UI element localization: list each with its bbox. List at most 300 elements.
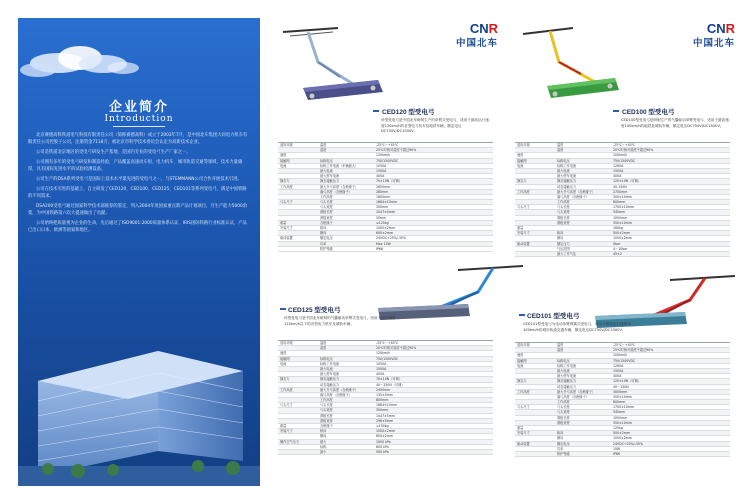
intro-paragraph: DSA200受电弓通过国家科学技术部推荐的鉴定，列入2004年度国家重点新产品计划项目，月生产能力5000余架，为中国铁路第六次大提速做出了贡献。 <box>28 204 247 216</box>
spec-value: 120km/h <box>376 351 391 356</box>
spec-category <box>278 434 320 438</box>
model-accent-bar <box>373 110 379 112</box>
spec-value: 1600mm <box>376 194 391 199</box>
spec-category <box>515 385 557 389</box>
spec-category: 电流 <box>517 163 524 168</box>
spec-value: 15W <box>613 446 621 451</box>
spec-category: 重量 <box>280 424 287 428</box>
spec-parameter: 湿度 <box>557 348 564 353</box>
spec-table <box>278 142 493 252</box>
spec-value: 1684±10mm <box>376 200 398 205</box>
spec-category <box>278 210 320 214</box>
spec-value: -25℃～+45℃ <box>376 341 399 345</box>
spec-value: 120km/h <box>376 153 391 158</box>
spec-parameter: 落弓高度（含绝缘子） <box>557 394 589 399</box>
spec-category <box>515 436 557 440</box>
spec-row <box>278 450 493 455</box>
spec-parameter: 纵向 <box>320 226 327 230</box>
product-card-ced100 <box>515 21 735 256</box>
spec-category <box>278 414 320 418</box>
spec-category: 接触网 <box>517 158 527 163</box>
spec-parameter: 横向 <box>557 236 564 241</box>
pantograph-image <box>338 262 528 322</box>
spec-parameter: 最大工作气压 <box>557 251 577 256</box>
spec-value: 400A <box>376 372 385 377</box>
spec-category: 速度 <box>280 351 287 356</box>
pantograph-image <box>515 22 625 106</box>
spec-value: 400A <box>613 174 622 179</box>
spec-value: 1260A <box>613 363 624 368</box>
cnr-logo: CNR 中国北车 <box>692 21 735 49</box>
spec-value: 1000±2mm <box>376 429 396 434</box>
spec-category <box>278 419 320 423</box>
spec-value: 135±5mm <box>376 392 393 397</box>
spec-category <box>515 252 557 256</box>
spec-value: 3000mm <box>613 389 628 394</box>
model-accent-bar <box>280 308 286 310</box>
spec-category <box>278 398 320 402</box>
spec-value: 35mm <box>376 215 387 220</box>
spec-parameter: 弓头宽度 <box>557 210 570 215</box>
spec-parameter: 落弓高度（含绝缘子） <box>320 392 352 397</box>
spec-value: 1500A <box>613 168 624 173</box>
spec-value: 45±2 <box>613 251 622 256</box>
pantograph-image <box>278 22 388 106</box>
spec-value: 750/1500VDC <box>376 158 399 163</box>
spec-category <box>278 393 320 397</box>
spec-value: 40～150N <box>613 384 629 389</box>
spec-value: 24VDC+25%/-30% <box>376 236 406 241</box>
spec-parameter: 温度 <box>320 341 327 345</box>
spec-row <box>515 252 730 257</box>
model-accent-bar <box>613 110 619 112</box>
spec-value: ≤150kg <box>376 424 389 428</box>
model-name: CED101 型受电弓 <box>527 313 580 320</box>
spec-value: 5bar <box>613 241 621 246</box>
spec-value: 1000 kPa <box>376 439 391 444</box>
spec-value: -25℃～+45℃ <box>613 343 636 347</box>
spec-category: 操作空气压力 <box>280 439 300 444</box>
model-name: CED100 型受电弓 <box>622 109 675 116</box>
spec-parameter: 横向 <box>320 231 327 236</box>
intro-title-en: Introduction <box>104 114 174 124</box>
spec-category <box>515 348 557 352</box>
spec-category: 工作高度 <box>280 387 293 392</box>
spec-category: 工作高度 <box>280 184 293 189</box>
spec-parameter: 最大升弓高度（含绝缘子） <box>557 189 596 194</box>
spec-value: 1050A <box>376 361 387 366</box>
spec-category: 驱动装置 <box>517 441 530 446</box>
spec-parameter: 防护等级 <box>557 451 570 456</box>
model-description: CED101型受电弓为电动单臂弹簧式受电弓，适用于最高运行速度为100km/h的城市轨道交通车辆，额定电压DC750V/DC1500V。 <box>523 322 631 332</box>
spec-row <box>515 452 730 457</box>
spec-category <box>515 200 557 204</box>
spec-parameter: 最大升弓高度（含绝缘子） <box>320 184 359 189</box>
model-name: CED125 型受电弓 <box>288 307 341 314</box>
spec-category: 适用环境 <box>517 143 530 147</box>
spec-category: 适用环境 <box>517 343 530 347</box>
pantograph-image <box>555 270 745 330</box>
spec-value: 2600mm <box>376 184 391 189</box>
spec-value: 800 kPa <box>376 444 389 449</box>
spec-parameter: 功率 <box>557 446 564 451</box>
spec-parameter: 最大 <box>320 439 327 444</box>
spec-parameter: 额定压力 <box>557 241 570 246</box>
spec-category <box>515 400 557 404</box>
spec-parameter <box>320 153 376 157</box>
spec-category: 工作高度 <box>517 389 530 394</box>
spec-category <box>515 174 557 178</box>
spec-value: IP66 <box>613 451 620 456</box>
model-description: 该型受电弓是中国北车研制的气囊驱动单臂式受电弓，适用于运行速度120km/h以下的各型电力机车及城轨车辆。 <box>284 316 396 326</box>
spec-value: 2450mm <box>376 387 391 392</box>
spec-value: 1000±2mm <box>613 436 633 441</box>
spec-value: 1000±2mm <box>613 236 633 241</box>
spec-value: 300mm <box>376 408 389 413</box>
spec-parameter: 动态接触压力 <box>557 384 577 389</box>
spec-value: 70±10N（可调） <box>376 377 402 382</box>
spec-category <box>278 346 320 350</box>
intro-body <box>28 132 250 237</box>
spec-value: 40～150N（可调） <box>376 382 405 387</box>
spec-category: 弓头尺寸 <box>280 403 293 408</box>
spec-value: ≤125kg <box>376 220 389 225</box>
spec-category: 接触网 <box>280 356 290 361</box>
spec-value: 500±2mm <box>613 431 630 436</box>
spec-value: IP66 <box>376 246 383 251</box>
spec-category <box>278 372 320 376</box>
spec-category: 静态力 <box>517 379 527 384</box>
spec-parameter: 湿度 <box>320 148 327 153</box>
spec-category: 适用环境 <box>280 143 293 147</box>
spec-parameter: 含绝缘子 <box>320 424 333 428</box>
spec-category: 弓头尺寸 <box>517 205 530 210</box>
spec-value: 750/1500VDC <box>613 158 636 163</box>
spec-value: 120±10N（可调） <box>613 379 641 384</box>
spec-category: 重量 <box>517 426 524 430</box>
spec-value: 1500A <box>376 168 387 173</box>
spec-category <box>515 395 557 399</box>
spec-category: 静态力 <box>280 179 290 184</box>
spec-category <box>278 169 320 173</box>
spec-parameter: 动态接触压力 <box>557 184 577 189</box>
spec-category: 电流 <box>517 363 524 368</box>
spec-parameter: 工作高度 <box>320 398 333 403</box>
spec-category <box>515 195 557 199</box>
spec-value: 1047±5mm <box>376 210 396 215</box>
intro-paragraph: 公司始终把质量视为企业的生命，先后通过了ISO9001:2000质量体系认证、IRIS国际铁路行业标准认证，产品已出口日本、欧洲等国家和地区。 <box>28 221 247 233</box>
spec-parameter: 标称工作电流 <box>320 361 340 366</box>
spec-category <box>278 174 320 178</box>
spec-parameter: 功率 <box>320 241 327 246</box>
spec-category <box>515 421 557 425</box>
spec-value: 345mm <box>613 410 626 415</box>
spec-parameter: 标称工作电流（车辆最大） <box>320 163 359 168</box>
spec-parameter: 温度 <box>320 143 327 147</box>
spec-value: 125kg <box>613 426 623 430</box>
spec-value: 300mm <box>376 205 389 210</box>
spec-category: 静态力 <box>280 377 290 382</box>
model-name: CED120 型受电弓 <box>382 109 435 116</box>
spec-parameter: 弓头长度 <box>320 403 333 408</box>
title-divider <box>113 126 165 127</box>
spec-parameter: 标称工作电流 <box>557 363 577 368</box>
spec-parameter: 滑板长度 <box>320 413 333 418</box>
spec-parameter: 横向 <box>320 434 327 439</box>
spec-category <box>515 374 557 378</box>
spec-parameter: 滑板宽度 <box>557 420 570 425</box>
spec-value: 100km/h <box>613 153 628 158</box>
spec-category <box>515 369 557 373</box>
spec-parameter: 工作高度 <box>557 200 570 205</box>
model-description: CED100型受电弓是研制生产的气囊驱动单臂受电弓，适用于最高速度100km/h的地铁及城轨车辆，额定电压DC750V/DC1500V。 <box>621 118 729 128</box>
model-description: 该型受电弓是中国北车研制生产的单臂式受电弓，适用于最高运行速度120km/h的各型电力机车及地铁车辆，额定电压DC750V/DC1500V。 <box>381 118 489 133</box>
spec-parameter: 落弓高度（含绝缘子） <box>557 194 589 199</box>
spec-parameter: 弓头长度 <box>557 405 570 410</box>
spec-category <box>278 367 320 371</box>
spec-parameter: 弓头宽度 <box>320 408 333 413</box>
spec-value: 1700±10mm <box>613 405 635 410</box>
spec-parameter: 最大电流 <box>557 168 570 173</box>
spec-parameter: 湿度 <box>320 346 327 351</box>
spec-value: 25℃时相对湿度不超过90% <box>613 348 654 353</box>
product-card-ced120 <box>278 21 498 251</box>
spec-category <box>515 247 557 251</box>
spec-value: 750/1500VDC <box>613 358 636 363</box>
spec-category <box>515 216 557 220</box>
spec-parameter: 弓头宽度 <box>320 205 333 210</box>
spec-category <box>278 247 320 251</box>
spec-category <box>515 236 557 240</box>
spec-parameter: 滑板宽度 <box>320 418 333 423</box>
spec-category: 工作高度 <box>517 189 530 194</box>
spec-category <box>278 242 320 246</box>
spec-category: 静态力 <box>517 179 527 184</box>
spec-value: 600±2mm <box>376 231 393 236</box>
spec-parameter: 额定电压 <box>320 236 333 241</box>
spec-parameter: 标称电压 <box>557 358 570 363</box>
spec-category: 速度 <box>280 153 287 158</box>
spec-category: 安装尺寸 <box>517 231 530 236</box>
company-intro-panel <box>18 18 260 486</box>
spec-value: 400A <box>376 174 385 179</box>
spec-value: 20℃时相对湿度不超过90% <box>613 148 654 153</box>
spec-parameter: 弓头宽度 <box>557 410 570 415</box>
spec-value: 1684±10mm <box>376 403 398 408</box>
spec-value: 1050mm <box>613 215 628 220</box>
spec-value: 2700mm <box>613 189 628 194</box>
spec-value: 300±10mm <box>613 194 633 199</box>
spec-parameter: 弓头长度 <box>557 205 570 210</box>
spec-value: 1050mm <box>613 415 628 420</box>
spec-category <box>278 148 320 152</box>
sky-clouds-image <box>18 18 260 88</box>
spec-parameter: 工作高度 <box>320 194 333 199</box>
spec-parameter: 纵向 <box>557 231 564 236</box>
spec-parameter: 标称工作电流 <box>557 163 577 168</box>
spec-parameter: 最大电流 <box>320 168 333 173</box>
spec-parameter: 滑板长度 <box>320 210 333 215</box>
spec-value: 400A <box>613 374 622 379</box>
spec-parameter: 温度 <box>557 343 564 347</box>
factory-building-image <box>18 311 260 486</box>
spec-value: 120±10N（可调） <box>613 179 641 184</box>
spec-parameter: 最大停车电流 <box>557 174 577 179</box>
spec-category: 安装尺寸 <box>280 429 293 434</box>
spec-category: 电流 <box>280 163 287 168</box>
spec-value: 296±5mm <box>376 418 393 423</box>
spec-parameter <box>320 351 376 355</box>
spec-parameter <box>557 226 613 230</box>
spec-parameter: 标称电压 <box>320 356 333 361</box>
spec-value: 100km/h <box>613 353 628 358</box>
intro-paragraph: 公司是铁道北京地区的受电弓研发生产基地，是国内专业的受电弓生产厂家之一。 <box>36 150 191 155</box>
spec-parameter: 滑板宽度 <box>557 220 570 225</box>
intro-paragraph: 北京赛德高科铁道电气科技有限责任公司（简称赛德高科）成立于2003年7月，是中国北车集团大同电力机车有限责任公司控股子公司，注册资金7118万，被北京市科学技术委员会认定为高新技术企业。 <box>28 133 248 145</box>
spec-category <box>515 210 557 214</box>
spec-parameter: 最大停车电流 <box>320 372 340 377</box>
spec-parameter: 静态接触压力 <box>320 179 340 184</box>
spec-category <box>278 195 320 199</box>
spec-parameter: 静态接触压力 <box>320 377 340 382</box>
spec-parameter: 标称电压 <box>320 158 333 163</box>
spec-value: 40-150N <box>613 184 627 189</box>
product-card-ced125 <box>278 262 498 482</box>
spec-category: 速度 <box>517 353 524 358</box>
intro-paragraph: 公司拥有多年的受电弓研发和制造经验，产品覆盖高速动车组、电力机车、城市轨道交通等领域，技术力量雄厚，具有国际先进水平的试验检测设备。 <box>28 160 243 172</box>
spec-parameter: 弓头长度 <box>320 200 333 205</box>
spec-category <box>515 221 557 225</box>
spec-table <box>278 340 493 455</box>
spec-value: 4～10bar <box>613 246 628 251</box>
spec-parameter: 最大电流 <box>320 366 333 371</box>
spec-parameter: 纵向 <box>557 431 564 436</box>
spec-parameter: 防护等级 <box>320 246 333 251</box>
spec-category: 接触网 <box>280 158 290 163</box>
spec-category <box>278 408 320 412</box>
intro-paragraph: 公司在技术引进的基础上，自主研发了CED120、CED100、CED125、CED101等系列受电弓，满足中国铁路的不同需求。 <box>28 187 247 199</box>
spec-parameter: 含绝缘子 <box>320 220 333 225</box>
spec-value: 1260A <box>613 163 624 168</box>
spec-parameter: 最大升弓高度（含绝缘子） <box>557 389 596 394</box>
spec-parameter: 湿度 <box>557 148 564 153</box>
spec-parameter <box>557 153 613 157</box>
spec-parameter: 静态接触压力 <box>557 179 577 184</box>
spec-value: 1050A <box>376 163 387 168</box>
spec-value: 800mm <box>613 200 626 205</box>
spec-value: 1500A <box>613 368 624 373</box>
product-card-ced101 <box>515 262 735 482</box>
spec-parameter: 气压范围 <box>557 246 570 251</box>
spec-category: 接触网 <box>517 358 527 363</box>
spec-parameter: 滑板宽度 <box>320 215 333 220</box>
spec-category <box>515 416 557 420</box>
spec-category: 弓头尺寸 <box>280 200 293 205</box>
spec-parameter: 最大停车电流 <box>320 174 340 179</box>
spec-value: 1047±5mm <box>376 413 396 418</box>
spec-value: 280mm <box>376 189 389 194</box>
spec-parameter: 横向 <box>557 436 564 441</box>
spec-value: 500 kPa <box>376 449 389 454</box>
spec-category: 驱动装置 <box>280 236 293 241</box>
spec-parameter: 温度 <box>557 143 564 147</box>
spec-category <box>278 205 320 209</box>
spec-parameter: 最小 <box>320 449 327 454</box>
spec-value: 70±10N（可调） <box>376 179 402 184</box>
spec-table <box>515 342 730 457</box>
spec-value: 750/1500VDC <box>376 356 399 361</box>
spec-category <box>515 452 557 456</box>
spec-parameter: 静态接触压力 <box>557 379 577 384</box>
spec-category: 驱动装置 <box>517 241 530 246</box>
spec-row <box>278 247 493 252</box>
spec-value: 350±10mm <box>613 420 633 425</box>
spec-category <box>515 148 557 152</box>
spec-parameter: 最大升弓高度（含绝缘子） <box>320 387 359 392</box>
spec-value: 345mm <box>613 210 626 215</box>
spec-parameter: 动态接触压力 <box>320 382 340 387</box>
spec-value: Max 15W <box>376 241 391 246</box>
spec-value: 24VDC+25%/-30% <box>613 441 643 446</box>
spec-value: 20℃时相对湿度不超过90% <box>376 346 417 351</box>
spec-value: 800mm <box>376 398 389 403</box>
spec-table <box>515 142 730 257</box>
spec-category: 安装尺寸 <box>517 431 530 436</box>
spec-parameter: 标称 <box>320 444 327 449</box>
spec-parameter: 最大停车电流 <box>557 374 577 379</box>
spec-value: 800mm <box>613 400 626 405</box>
spec-category <box>278 216 320 220</box>
spec-category: 重量 <box>280 220 287 225</box>
spec-category <box>278 231 320 235</box>
spec-category: 电流 <box>280 361 287 366</box>
model-accent-bar <box>519 314 525 316</box>
intro-paragraph: 公司生产的DSA系列受电弓是国际上技术水平最先进的受电弓之一，与STEMMANN公司合作开展技术引进。 <box>36 177 242 182</box>
spec-category <box>515 447 557 451</box>
spec-parameter: 额定电压 <box>557 441 570 446</box>
spec-value: 800±2mm <box>376 434 393 439</box>
spec-category: 弓头尺寸 <box>517 405 530 410</box>
spec-parameter: 最大电流 <box>557 368 570 373</box>
cnr-logo: CNR 中国北车 <box>455 21 498 49</box>
spec-value: 1000±2mm <box>376 226 396 230</box>
spec-parameter: 工作高度 <box>557 400 570 405</box>
spec-value: 1500A <box>376 366 387 371</box>
spec-parameter: 纵向 <box>320 429 327 434</box>
spec-category <box>515 185 557 189</box>
spec-value: 160kg <box>613 226 623 230</box>
spec-category: 适用环境 <box>280 341 293 345</box>
spec-category: 重量 <box>517 226 524 230</box>
spec-category <box>515 169 557 173</box>
spec-parameter: 滑板长度 <box>557 215 570 220</box>
spec-category <box>278 190 320 194</box>
spec-parameter <box>557 426 613 430</box>
spec-value: -25℃～+45℃ <box>613 143 636 147</box>
spec-value: -25℃～+45℃ <box>376 143 399 147</box>
spec-category <box>278 383 320 387</box>
spec-parameter: 落弓高度（含绝缘子） <box>320 189 352 194</box>
spec-parameter: 标称电压 <box>557 158 570 163</box>
spec-value: 1700±10mm <box>613 205 635 210</box>
spec-value: 500±2mm <box>613 231 630 236</box>
spec-value: 300±10mm <box>613 394 633 399</box>
spec-value: 25℃时相对湿度不超过90% <box>376 148 417 153</box>
spec-category <box>278 450 320 454</box>
spec-category <box>278 445 320 449</box>
spec-value: 350±10mm <box>613 220 633 225</box>
intro-title-zh: 企业简介 <box>108 100 169 115</box>
